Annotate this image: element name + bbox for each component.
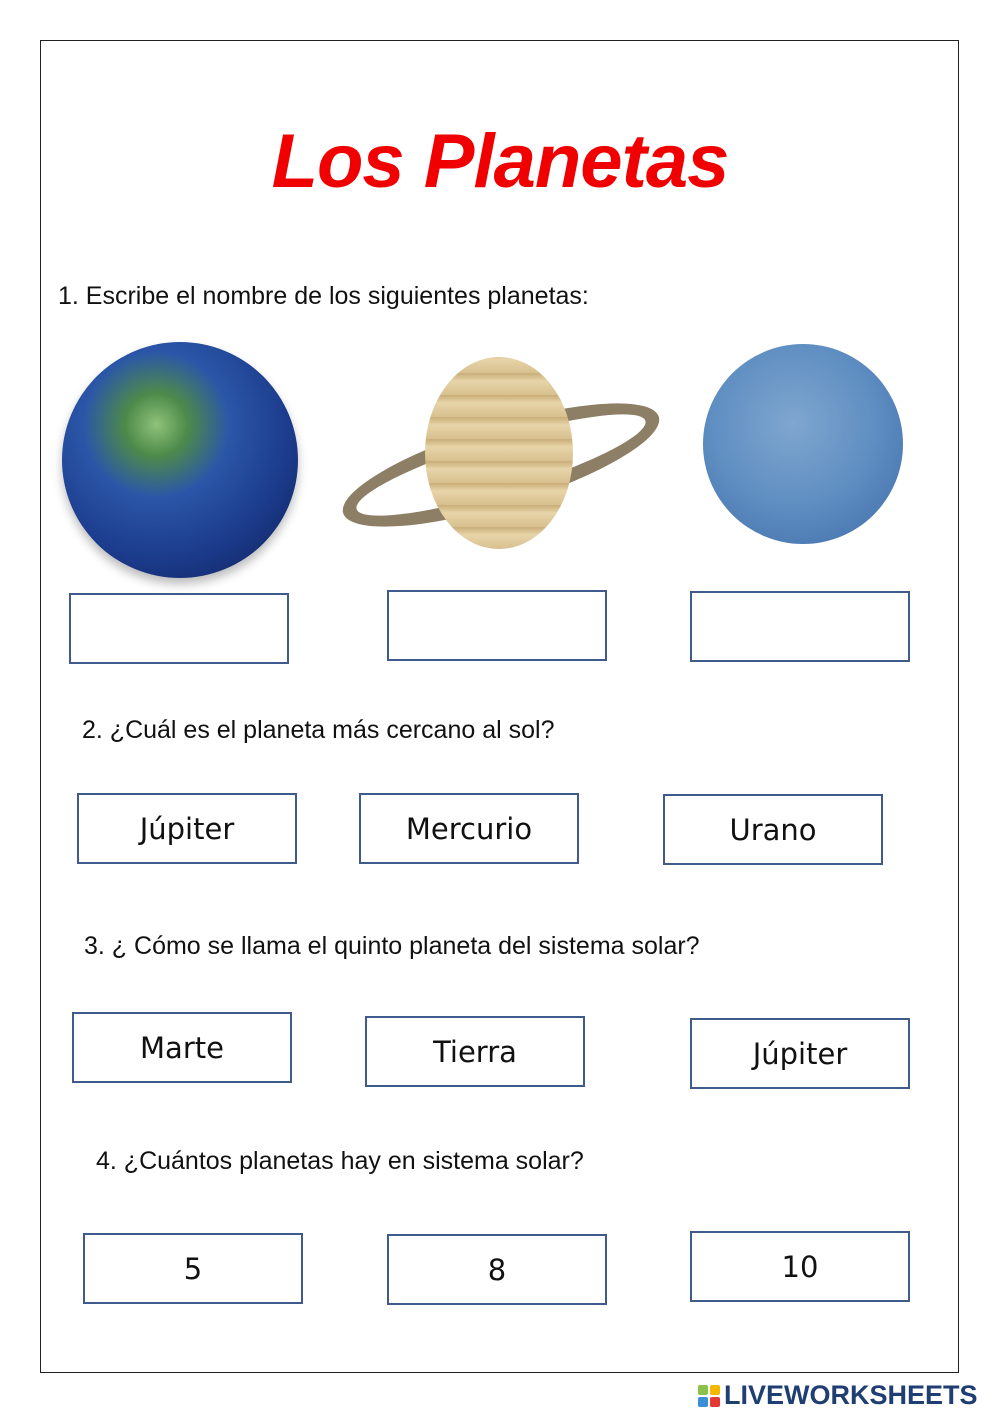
option-urano[interactable]: Urano <box>663 794 883 865</box>
answer-input-earth[interactable] <box>69 593 289 664</box>
earth-image <box>62 342 298 578</box>
logo-icon <box>698 1385 720 1407</box>
option-tierra[interactable]: Tierra <box>365 1016 585 1087</box>
question-2: 2. ¿Cuál es el planeta más cercano al sol? <box>82 716 555 744</box>
answer-input-saturn[interactable] <box>387 590 607 661</box>
option-5[interactable]: 5 <box>83 1233 303 1304</box>
logo-text: LIVEWORKSHEETS <box>724 1380 978 1410</box>
option-marte[interactable]: Marte <box>72 1012 292 1083</box>
worksheet-title: Los Planetas <box>271 119 729 204</box>
neptune-image <box>703 344 903 544</box>
option-10[interactable]: 10 <box>690 1231 910 1302</box>
saturn-image <box>425 357 573 549</box>
answer-input-neptune[interactable] <box>690 591 910 662</box>
question-4: 4. ¿Cuántos planetas hay en sistema solar? <box>96 1147 584 1175</box>
liveworksheets-logo <box>698 1380 978 1411</box>
option-mercurio[interactable]: Mercurio <box>359 793 579 864</box>
option-jupiter-2[interactable]: Júpiter <box>690 1018 910 1089</box>
question-3: 3. ¿ Cómo se llama el quinto planeta del sistema solar? <box>84 932 700 960</box>
option-8[interactable]: 8 <box>387 1234 607 1305</box>
option-jupiter[interactable]: Júpiter <box>77 793 297 864</box>
question-1: 1. Escribe el nombre de los siguientes planetas: <box>58 282 589 310</box>
